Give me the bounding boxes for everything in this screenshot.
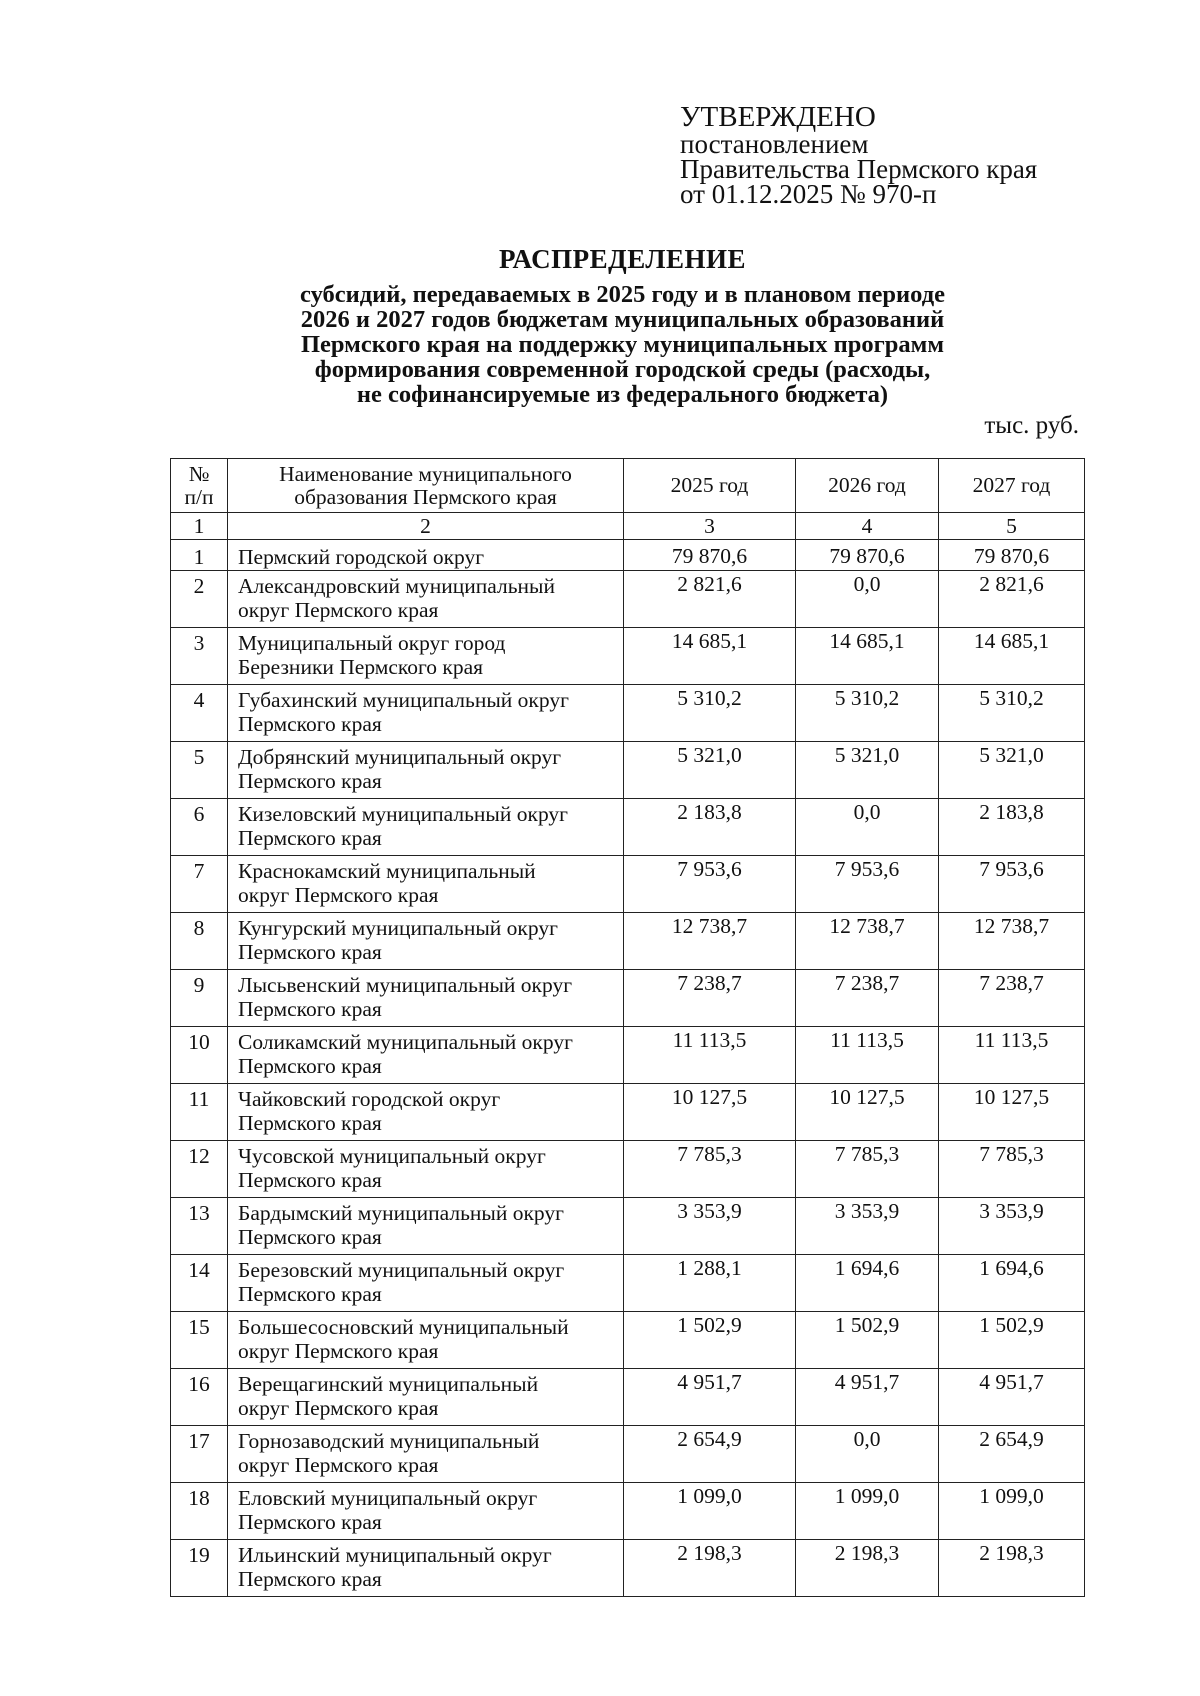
municipality-name-line: Пермского края	[238, 826, 382, 850]
table-row	[171, 685, 1085, 742]
row-number: 13	[171, 1198, 228, 1255]
row-number: 6	[171, 799, 228, 856]
municipality-name	[228, 571, 624, 628]
value-2026: 11 113,5	[796, 1027, 939, 1084]
subtitle-line: Пермского края на поддержку муниципальных программ	[300, 331, 945, 358]
value-2027: 1 502,9	[939, 1312, 1085, 1369]
table-row	[171, 1540, 1085, 1597]
approval-authority: Правительства Пермского края	[680, 154, 1038, 184]
table-row	[171, 1426, 1085, 1483]
value-2027: 2 821,6	[939, 571, 1085, 628]
value-2027: 7 785,3	[939, 1141, 1085, 1198]
value-2026: 1 694,6	[796, 1255, 939, 1312]
header-2025: 2025 год	[624, 459, 796, 513]
value-2027: 12 738,7	[939, 913, 1085, 970]
value-2025: 4 951,7	[624, 1369, 796, 1426]
municipality-name	[228, 628, 624, 685]
row-number: 4	[171, 685, 228, 742]
municipality-name-line: Чайковский городской округ	[238, 1087, 501, 1111]
value-2026: 4 951,7	[796, 1369, 939, 1426]
value-2025: 2 821,6	[624, 571, 796, 628]
municipality-name-line: Горнозаводский муниципальный	[238, 1429, 540, 1453]
value-2025: 7 785,3	[624, 1141, 796, 1198]
value-2026: 12 738,7	[796, 913, 939, 970]
column-number: 1	[171, 513, 228, 540]
column-number-row	[171, 513, 1085, 540]
value-2027: 2 654,9	[939, 1426, 1085, 1483]
municipality-name-line: Александровский муниципальный	[238, 574, 556, 598]
value-2026: 1 099,0	[796, 1483, 939, 1540]
municipality-name	[228, 742, 624, 799]
document-subtitle	[200, 282, 1045, 407]
municipality-name-line: Пермского края	[238, 769, 382, 793]
municipality-name	[228, 856, 624, 913]
municipality-name-line: Пермский городской округ	[238, 544, 485, 569]
value-2026: 1 502,9	[796, 1312, 939, 1369]
approval-date-number: от 01.12.2025 № 970-п	[680, 179, 937, 209]
table-header-row	[171, 459, 1085, 513]
units-label: тыс. руб.	[984, 412, 1079, 439]
municipality-name-line: Добрянский муниципальный округ	[238, 745, 562, 769]
municipality-name-line: Пермского края	[238, 1168, 382, 1192]
header-number: № п/п	[171, 459, 228, 513]
document-title: РАСПРЕДЕЛЕНИЕ	[498, 244, 747, 274]
value-2025: 10 127,5	[624, 1084, 796, 1141]
table-row	[171, 970, 1085, 1027]
value-2025: 7 238,7	[624, 970, 796, 1027]
header-2026: 2026 год	[796, 459, 939, 513]
municipality-name-line: Пермского края	[238, 1282, 382, 1306]
municipality-name-line: округ Пермского края	[238, 1396, 439, 1420]
table-row	[171, 1027, 1085, 1084]
table-row	[171, 799, 1085, 856]
municipality-name-line: Пермского края	[238, 1111, 382, 1135]
row-number: 3	[171, 628, 228, 685]
value-2026: 10 127,5	[796, 1084, 939, 1141]
municipality-name-line: Кунгурский муниципальный округ	[238, 916, 558, 940]
column-number: 3	[624, 513, 796, 540]
value-2025: 12 738,7	[624, 913, 796, 970]
table-row	[171, 628, 1085, 685]
value-2027: 2 198,3	[939, 1540, 1085, 1597]
municipality-name-line: Березовский муниципальный округ	[238, 1258, 565, 1282]
municipality-name-line: Пермского края	[238, 712, 382, 736]
value-2025: 7 953,6	[624, 856, 796, 913]
value-2027: 7 238,7	[939, 970, 1085, 1027]
municipality-name-line: Пермского края	[238, 1225, 382, 1249]
value-2025: 14 685,1	[624, 628, 796, 685]
row-number: 16	[171, 1369, 228, 1426]
table-row	[171, 913, 1085, 970]
row-number: 8	[171, 913, 228, 970]
row-number: 5	[171, 742, 228, 799]
row-number: 14	[171, 1255, 228, 1312]
municipality-name	[228, 1312, 624, 1369]
municipality-name-line: Лысьвенский муниципальный округ	[238, 973, 573, 997]
value-2027: 2 183,8	[939, 799, 1085, 856]
table-row	[171, 1255, 1085, 1312]
value-2026: 7 238,7	[796, 970, 939, 1027]
municipality-name	[228, 1084, 624, 1141]
municipality-name	[228, 1483, 624, 1540]
municipality-name-line: Пермского края	[238, 940, 382, 964]
municipality-name-line: Муниципальный округ город	[238, 631, 506, 655]
table-row	[171, 571, 1085, 628]
table-row	[171, 1198, 1085, 1255]
municipality-name-line: Еловский муниципальный округ	[238, 1486, 538, 1510]
municipality-name-line: Ильинский муниципальный округ	[238, 1543, 552, 1567]
value-2027: 7 953,6	[939, 856, 1085, 913]
value-2025: 5 321,0	[624, 742, 796, 799]
approval-by: постановлением	[680, 129, 869, 159]
table-row	[171, 1084, 1085, 1141]
municipality-name-line: Соликамский муниципальный округ	[238, 1030, 573, 1054]
value-2027: 4 951,7	[939, 1369, 1085, 1426]
municipality-name	[228, 1540, 624, 1597]
table-row	[171, 1141, 1085, 1198]
value-2027: 10 127,5	[939, 1084, 1085, 1141]
value-2025: 2 198,3	[624, 1540, 796, 1597]
row-number: 12	[171, 1141, 228, 1198]
header-name: Наименование муниципального образования Пермского края	[228, 459, 624, 513]
table-row	[171, 856, 1085, 913]
municipality-name	[228, 1255, 624, 1312]
municipality-name	[228, 540, 624, 571]
table-row	[171, 540, 1085, 571]
column-number: 5	[939, 513, 1085, 540]
value-2025: 11 113,5	[624, 1027, 796, 1084]
municipality-name-line: Пермского края	[238, 997, 382, 1021]
municipality-name-line: Бардымский муниципальный округ	[238, 1201, 564, 1225]
approval-stamp	[680, 102, 1037, 207]
value-2025: 3 353,9	[624, 1198, 796, 1255]
subtitle-line: не софинансируемые из федерального бюджета)	[356, 381, 889, 408]
municipality-name-line: Краснокамский муниципальный	[238, 859, 536, 883]
municipality-name-line: Губахинский муниципальный округ	[238, 688, 569, 712]
row-number: 15	[171, 1312, 228, 1369]
municipality-name	[228, 799, 624, 856]
value-2025: 1 288,1	[624, 1255, 796, 1312]
value-2026: 79 870,6	[796, 540, 939, 571]
value-2026: 5 321,0	[796, 742, 939, 799]
column-number: 4	[796, 513, 939, 540]
row-number: 11	[171, 1084, 228, 1141]
table-row	[171, 1369, 1085, 1426]
municipality-name-line: Кизеловский муниципальный округ	[238, 802, 568, 826]
value-2027: 1 694,6	[939, 1255, 1085, 1312]
row-number: 19	[171, 1540, 228, 1597]
value-2025: 2 654,9	[624, 1426, 796, 1483]
subsidy-table	[170, 458, 1085, 1597]
municipality-name	[228, 1426, 624, 1483]
municipality-name-line: Пермского края	[238, 1567, 382, 1591]
municipality-name-line: Березники Пермского края	[238, 655, 484, 679]
value-2026: 0,0	[796, 571, 939, 628]
municipality-name-line: Пермского края	[238, 1510, 382, 1534]
value-2025: 2 183,8	[624, 799, 796, 856]
row-number: 9	[171, 970, 228, 1027]
value-2027: 1 099,0	[939, 1483, 1085, 1540]
municipality-name-line: округ Пермского края	[238, 883, 439, 907]
value-2026: 14 685,1	[796, 628, 939, 685]
value-2026: 5 310,2	[796, 685, 939, 742]
row-number: 17	[171, 1426, 228, 1483]
value-2027: 3 353,9	[939, 1198, 1085, 1255]
table-row	[171, 1483, 1085, 1540]
row-number: 1	[171, 540, 228, 571]
value-2026: 3 353,9	[796, 1198, 939, 1255]
table-row	[171, 742, 1085, 799]
row-number: 2	[171, 571, 228, 628]
municipality-name-line: Большесосновский муниципальный	[238, 1315, 569, 1339]
municipality-name	[228, 1198, 624, 1255]
value-2026: 7 785,3	[796, 1141, 939, 1198]
row-number: 18	[171, 1483, 228, 1540]
municipality-name	[228, 913, 624, 970]
value-2026: 2 198,3	[796, 1540, 939, 1597]
municipality-name-line: Верещагинский муниципальный	[238, 1372, 539, 1396]
column-number: 2	[228, 513, 624, 540]
value-2027: 11 113,5	[939, 1027, 1085, 1084]
value-2025: 79 870,6	[624, 540, 796, 571]
municipality-name	[228, 970, 624, 1027]
subtitle-line: субсидий, передаваемых в 2025 году и в плановом периоде	[300, 281, 945, 308]
row-number: 10	[171, 1027, 228, 1084]
value-2025: 5 310,2	[624, 685, 796, 742]
municipality-name	[228, 1027, 624, 1084]
value-2027: 5 310,2	[939, 685, 1085, 742]
value-2025: 1 099,0	[624, 1483, 796, 1540]
municipality-name-line: Чусовской муниципальный округ	[238, 1144, 546, 1168]
municipality-name-line: округ Пермского края	[238, 598, 439, 622]
municipality-name-line: Пермского края	[238, 1054, 382, 1078]
value-2026: 0,0	[796, 1426, 939, 1483]
subtitle-line: формирования современной городской среды (расходы,	[314, 356, 931, 383]
municipality-name	[228, 1141, 624, 1198]
table-row	[171, 1312, 1085, 1369]
row-number: 7	[171, 856, 228, 913]
municipality-name	[228, 1369, 624, 1426]
municipality-name	[228, 685, 624, 742]
value-2026: 7 953,6	[796, 856, 939, 913]
value-2027: 79 870,6	[939, 540, 1085, 571]
municipality-name-line: округ Пермского края	[238, 1339, 439, 1363]
municipality-name-line: округ Пермского края	[238, 1453, 439, 1477]
header-2027: 2027 год	[939, 459, 1085, 513]
value-2027: 14 685,1	[939, 628, 1085, 685]
value-2026: 0,0	[796, 799, 939, 856]
value-2027: 5 321,0	[939, 742, 1085, 799]
value-2025: 1 502,9	[624, 1312, 796, 1369]
approval-heading: УТВЕРЖДЕНО	[680, 101, 876, 133]
subtitle-line: 2026 и 2027 годов бюджетам муниципальных образований	[300, 306, 945, 333]
